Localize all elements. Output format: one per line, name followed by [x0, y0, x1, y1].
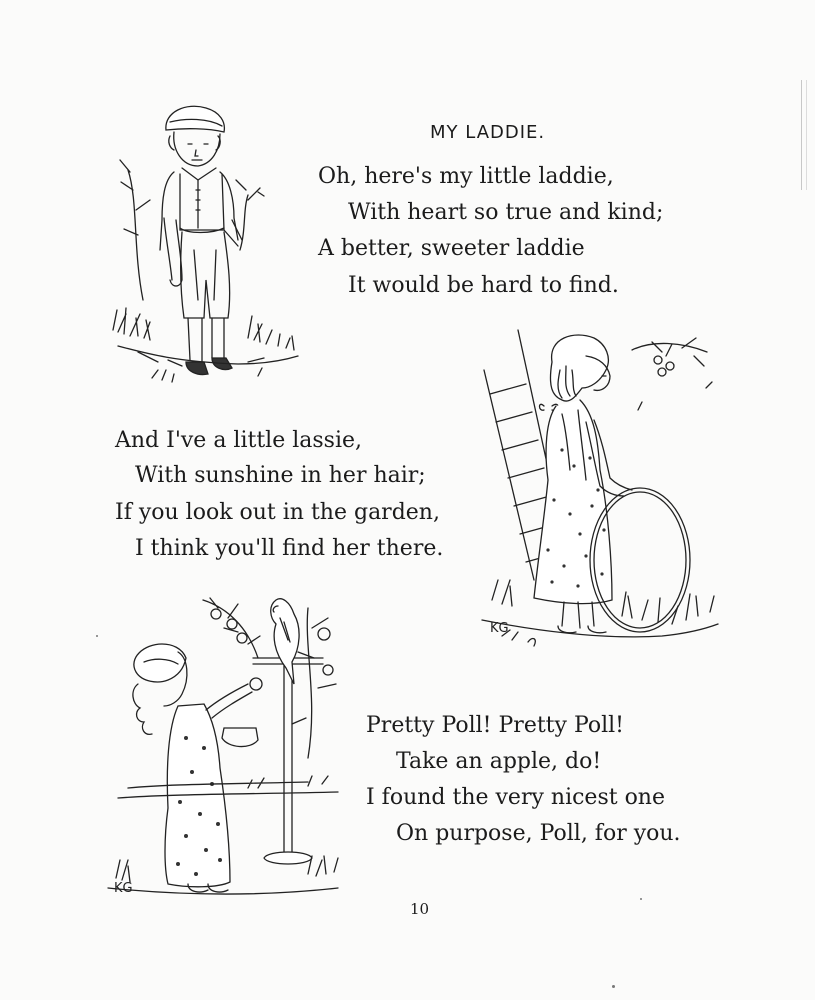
- boy-illustration: [108, 100, 303, 385]
- girl-with-parrot-illustration: [108, 588, 353, 903]
- stanza-2-line-1: And I've a little lassie,: [115, 428, 363, 453]
- stanza-1-line-2: With heart so true and kind;: [348, 200, 664, 225]
- paper-speck: [612, 985, 615, 988]
- stanza-1-line-3: A better, sweeter laddie: [318, 236, 585, 261]
- poem-title: MY LADDIE.: [430, 122, 546, 143]
- stanza-1-line-4: It would be hard to find.: [348, 273, 619, 298]
- girl-with-parrot-signature: KG: [114, 881, 133, 896]
- girl-with-hoop-illustration: [482, 330, 722, 650]
- paper-speck: [640, 898, 642, 900]
- stanza-2-line-4: I think you'll find her there.: [135, 536, 444, 561]
- paper-speck: [96, 635, 98, 637]
- stanza-3-line-3: I found the very nicest one: [366, 785, 665, 810]
- stanza-3-line-1: Pretty Poll! Pretty Poll!: [366, 713, 625, 738]
- stanza-3-line-2: Take an apple, do!: [396, 749, 602, 774]
- page-edge-shadow: [801, 80, 807, 190]
- stanza-3-line-4: On purpose, Poll, for you.: [396, 821, 681, 846]
- stanza-2-line-2: With sunshine in her hair;: [135, 463, 426, 488]
- girl-with-hoop-signature: KG: [490, 621, 509, 636]
- stanza-2-line-3: If you look out in the garden,: [115, 500, 440, 525]
- page-number: 10: [410, 900, 430, 918]
- stanza-1-line-1: Oh, here's my little laddie,: [318, 164, 614, 189]
